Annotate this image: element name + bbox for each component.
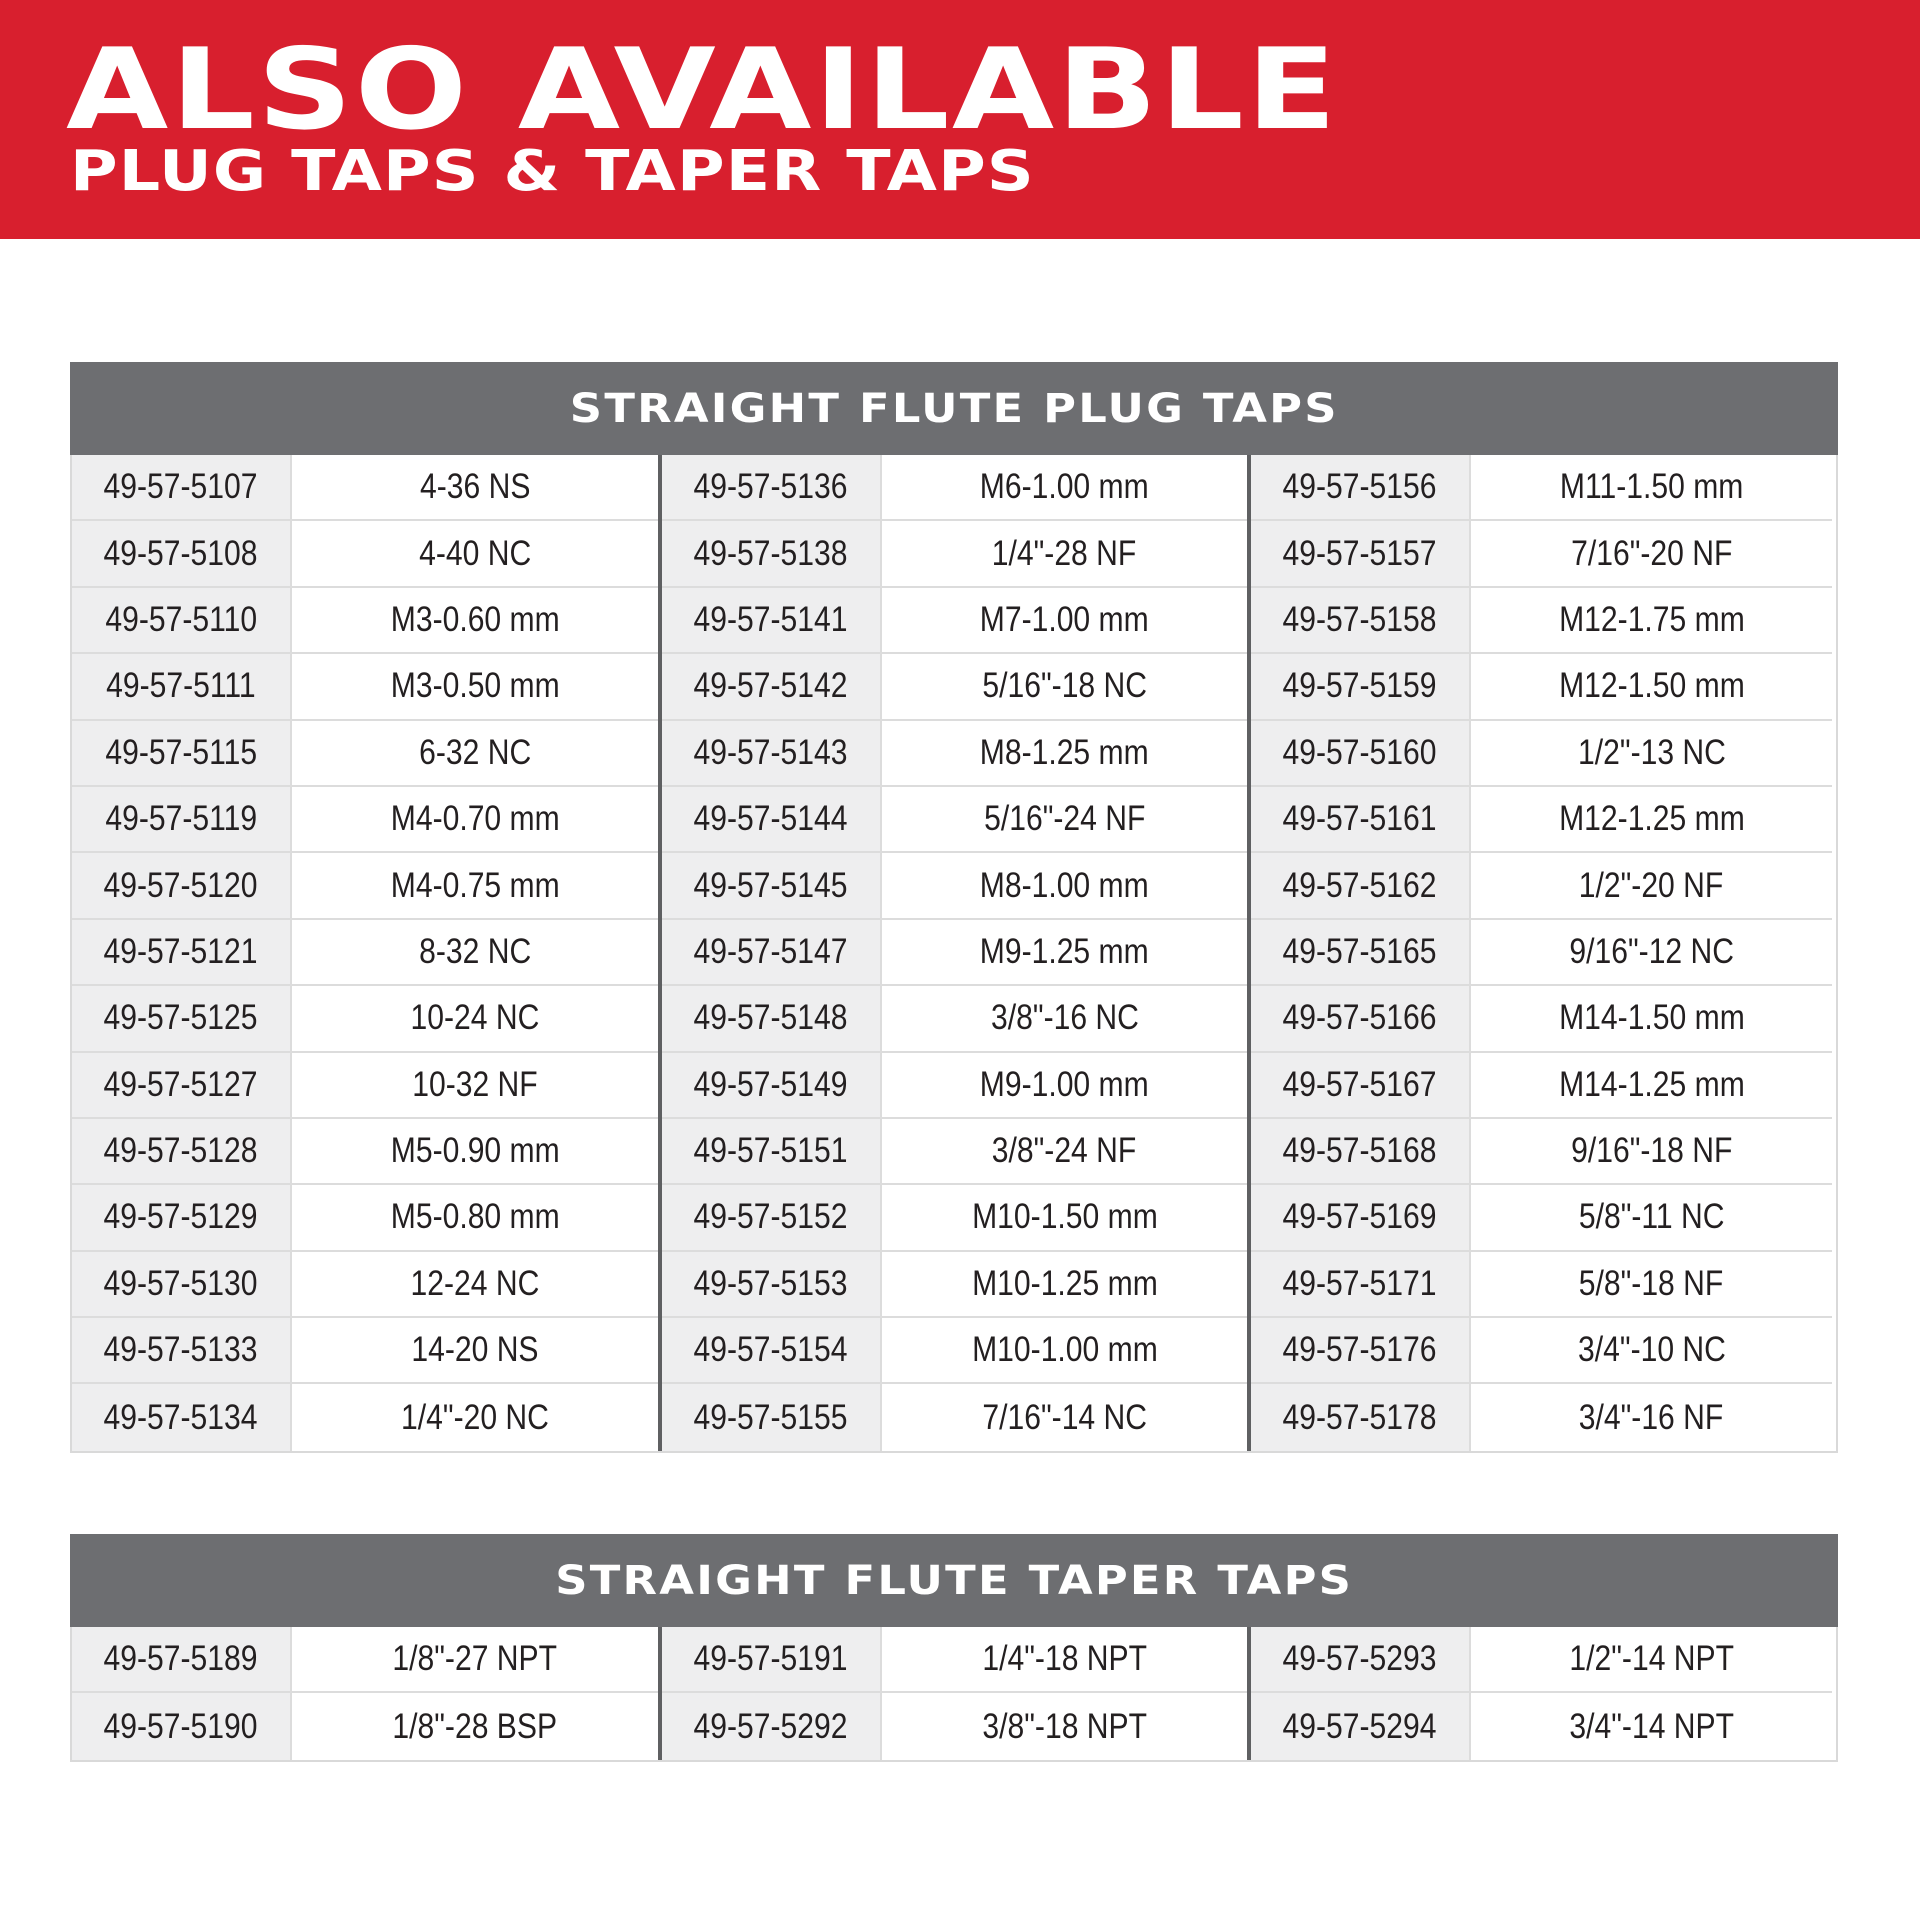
part-number-cell [662, 1627, 882, 1691]
thread-size-cell [292, 1053, 658, 1117]
banner-subtitle: PLUG TAPS & TAPER TAPS [70, 139, 1035, 204]
table-row [662, 455, 1247, 521]
part-number: 49-57-5169 [1283, 1197, 1437, 1237]
part-number-cell [72, 1053, 292, 1117]
table-row [72, 787, 658, 853]
thread-size: M10-1.00 mm [971, 1330, 1158, 1370]
part-number-cell [1251, 853, 1471, 917]
thread-size-cell [1471, 853, 1832, 917]
part-number-cell [1251, 1053, 1471, 1117]
part-number-cell [662, 1185, 882, 1249]
table-row [72, 521, 658, 587]
thread-size: M3-0.60 mm [390, 599, 560, 639]
part-number: 49-57-5144 [694, 799, 848, 839]
table-row [72, 920, 658, 986]
thread-size: 7/16"-14 NC [982, 1397, 1147, 1437]
column-group [1251, 455, 1832, 1451]
thread-size: 1/8"-27 NPT [392, 1639, 558, 1679]
taper-taps-table-body [72, 1627, 1836, 1760]
thread-size: 8-32 NC [418, 931, 532, 971]
thread-size: M5-0.80 mm [390, 1197, 560, 1237]
part-number: 49-57-5147 [694, 931, 848, 971]
table-row [1251, 1252, 1832, 1318]
thread-size: M3-0.50 mm [390, 666, 560, 706]
thread-size: 10-32 NF [412, 1064, 538, 1104]
part-number-cell [662, 521, 882, 585]
thread-size-cell [1471, 1053, 1832, 1117]
part-number: 49-57-5158 [1283, 599, 1437, 639]
part-number: 49-57-5133 [104, 1330, 258, 1370]
taper-taps-table [70, 1534, 1838, 1762]
part-number-cell [662, 1384, 882, 1450]
part-number: 49-57-5155 [694, 1397, 848, 1437]
thread-size: 3/8"-16 NC [990, 998, 1139, 1038]
table-row [662, 920, 1247, 986]
part-number-cell [72, 1627, 292, 1691]
part-number: 49-57-5176 [1283, 1330, 1437, 1370]
part-number-cell [72, 1384, 292, 1450]
thread-size-cell [1471, 588, 1832, 652]
thread-size-cell [292, 1693, 658, 1759]
thread-size: M14-1.50 mm [1558, 998, 1745, 1038]
part-number-cell [662, 920, 882, 984]
thread-size-cell [882, 654, 1247, 718]
part-number: 49-57-5134 [104, 1397, 258, 1437]
thread-size-cell [882, 1053, 1247, 1117]
thread-size-cell [1471, 455, 1832, 519]
plug-taps-table-body [72, 455, 1836, 1451]
thread-size: 3/4"-10 NC [1577, 1330, 1726, 1370]
thread-size: M11-1.50 mm [1559, 467, 1744, 507]
thread-size-cell [882, 1627, 1247, 1691]
part-number-cell [1251, 1384, 1471, 1450]
table-row [72, 1384, 658, 1450]
part-number-cell [72, 1185, 292, 1249]
thread-size-cell [882, 787, 1247, 851]
part-number-cell [72, 1693, 292, 1759]
part-number-cell [662, 986, 882, 1050]
table-row [662, 521, 1247, 587]
thread-size: 9/16"-12 NC [1569, 931, 1734, 971]
thread-size: M4-0.70 mm [390, 799, 560, 839]
thread-size: 12-24 NC [410, 1263, 540, 1303]
thread-size-cell [292, 521, 658, 585]
thread-size: 1/2"-13 NC [1577, 732, 1726, 772]
thread-size: 1/4"-18 NPT [982, 1639, 1147, 1679]
table-row [1251, 1119, 1832, 1185]
thread-size: 5/16"-18 NC [982, 666, 1147, 706]
thread-size-cell [292, 787, 658, 851]
table-row [662, 986, 1247, 1052]
part-number-cell [662, 588, 882, 652]
table-row [662, 1185, 1247, 1251]
thread-size-cell [1471, 521, 1832, 585]
part-number: 49-57-5127 [104, 1064, 258, 1104]
part-number: 49-57-5166 [1283, 998, 1437, 1038]
thread-size-cell [882, 1185, 1247, 1249]
thread-size: M12-1.25 mm [1558, 799, 1745, 839]
thread-size: 3/4"-16 NF [1579, 1397, 1724, 1437]
part-number: 49-57-5189 [104, 1639, 258, 1679]
banner-title: ALSO AVAILABLE [66, 25, 1339, 155]
part-number: 49-57-5115 [105, 732, 257, 772]
part-number-cell [72, 588, 292, 652]
column-group [72, 1627, 662, 1760]
thread-size: 4-36 NS [419, 467, 531, 507]
thread-size-cell [1471, 787, 1832, 851]
thread-size: M10-1.25 mm [971, 1263, 1158, 1303]
table-row [1251, 920, 1832, 986]
thread-size: 1/4"-28 NF [992, 533, 1137, 573]
thread-size: 14-20 NS [411, 1330, 539, 1370]
table-row [1251, 455, 1832, 521]
part-number: 49-57-5152 [694, 1197, 848, 1237]
table-row [72, 1693, 658, 1759]
part-number-cell [1251, 1252, 1471, 1316]
thread-size: M12-1.75 mm [1558, 599, 1745, 639]
thread-size-cell [292, 1185, 658, 1249]
table-row [72, 721, 658, 787]
table-row [72, 853, 658, 919]
thread-size-cell [1471, 654, 1832, 718]
thread-size: 1/4"-20 NC [401, 1397, 549, 1437]
table-row [1251, 1384, 1832, 1450]
part-number: 49-57-5121 [104, 931, 258, 971]
thread-size-cell [292, 1252, 658, 1316]
table-row [1251, 1318, 1832, 1384]
table-row [662, 721, 1247, 787]
part-number: 49-57-5148 [694, 998, 848, 1038]
thread-size-cell [882, 986, 1247, 1050]
thread-size-cell [882, 1119, 1247, 1183]
part-number-cell [1251, 787, 1471, 851]
table-row [1251, 986, 1832, 1052]
column-group [1251, 1627, 1832, 1760]
part-number: 49-57-5160 [1283, 732, 1437, 772]
thread-size-cell [292, 920, 658, 984]
thread-size: M4-0.75 mm [390, 865, 560, 905]
table-row [662, 654, 1247, 720]
thread-size: 4-40 NC [418, 533, 532, 573]
part-number: 49-57-5143 [694, 732, 848, 772]
part-number-cell [72, 521, 292, 585]
part-number-cell [662, 1318, 882, 1382]
thread-size-cell [292, 654, 658, 718]
part-number: 49-57-5107 [104, 467, 258, 507]
thread-size: M10-1.50 mm [971, 1197, 1158, 1237]
part-number-cell [72, 920, 292, 984]
part-number-cell [72, 853, 292, 917]
table-row [72, 1053, 658, 1119]
thread-size-cell [882, 1693, 1247, 1759]
part-number: 49-57-5145 [694, 865, 848, 905]
thread-size: M8-1.25 mm [980, 732, 1149, 772]
part-number: 49-57-5149 [694, 1064, 848, 1104]
part-number: 49-57-5108 [104, 533, 258, 573]
thread-size: M9-1.00 mm [980, 1064, 1149, 1104]
table-row [662, 1318, 1247, 1384]
part-number: 49-57-5130 [104, 1263, 258, 1303]
part-number-cell [662, 455, 882, 519]
part-number: 49-57-5120 [104, 865, 258, 905]
part-number: 49-57-5292 [694, 1706, 848, 1746]
part-number-cell [662, 1252, 882, 1316]
table-row [72, 455, 658, 521]
thread-size-cell [882, 1318, 1247, 1382]
table-row [1251, 1693, 1832, 1759]
column-group [662, 455, 1251, 1451]
table-row [1251, 1627, 1832, 1693]
plug-taps-table-title: STRAIGHT FLUTE PLUG TAPS [70, 362, 1838, 455]
table-row [72, 1185, 658, 1251]
thread-size-cell [292, 588, 658, 652]
part-number-cell [662, 853, 882, 917]
part-number: 49-57-5178 [1283, 1397, 1437, 1437]
table-row [72, 1318, 658, 1384]
thread-size-cell [882, 588, 1247, 652]
thread-size: 6-32 NC [418, 732, 532, 772]
thread-size: 1/2"-14 NPT [1569, 1639, 1734, 1679]
thread-size-cell [292, 455, 658, 519]
thread-size: 9/16"-18 NF [1570, 1131, 1733, 1171]
part-number: 49-57-5168 [1283, 1131, 1437, 1171]
table-row [662, 1252, 1247, 1318]
part-number-cell [662, 721, 882, 785]
thread-size: 5/16"-24 NF [983, 799, 1146, 839]
thread-size-cell [292, 1119, 658, 1183]
column-group [662, 1627, 1251, 1760]
part-number: 49-57-5153 [694, 1263, 848, 1303]
part-number-cell [1251, 588, 1471, 652]
thread-size-cell [882, 920, 1247, 984]
thread-size-cell [1471, 1384, 1832, 1450]
part-number-cell [1251, 986, 1471, 1050]
thread-size: 5/8"-18 NF [1579, 1263, 1724, 1303]
thread-size: 1/2"-20 NF [1579, 865, 1724, 905]
part-number-cell [72, 1318, 292, 1382]
table-row [662, 588, 1247, 654]
part-number: 49-57-5171 [1283, 1263, 1437, 1303]
part-number-cell [662, 1693, 882, 1759]
thread-size: M6-1.00 mm [980, 467, 1149, 507]
part-number-cell [72, 455, 292, 519]
part-number-cell [72, 986, 292, 1050]
part-number: 49-57-5154 [694, 1330, 848, 1370]
thread-size-cell [1471, 721, 1832, 785]
part-number: 49-57-5159 [1283, 666, 1437, 706]
part-number-cell [72, 1119, 292, 1183]
part-number: 49-57-5141 [694, 599, 848, 639]
table-row [1251, 853, 1832, 919]
table-row [662, 787, 1247, 853]
thread-size: M9-1.25 mm [980, 931, 1149, 971]
part-number-cell [1251, 1627, 1471, 1691]
part-number-cell [1251, 721, 1471, 785]
part-number-cell [662, 1053, 882, 1117]
table-row [72, 1119, 658, 1185]
thread-size-cell [882, 1252, 1247, 1316]
thread-size-cell [1471, 1252, 1832, 1316]
thread-size-cell [292, 1318, 658, 1382]
thread-size-cell [292, 721, 658, 785]
table-row [72, 588, 658, 654]
part-number-cell [1251, 521, 1471, 585]
table-row [662, 1119, 1247, 1185]
part-number: 49-57-5294 [1283, 1706, 1437, 1746]
thread-size: M7-1.00 mm [980, 599, 1149, 639]
part-number-cell [662, 787, 882, 851]
table-row [1251, 787, 1832, 853]
part-number: 49-57-5136 [694, 467, 848, 507]
part-number: 49-57-5157 [1283, 533, 1437, 573]
part-number: 49-57-5165 [1283, 931, 1437, 971]
thread-size: M5-0.90 mm [390, 1131, 560, 1171]
part-number-cell [1251, 1185, 1471, 1249]
part-number: 49-57-5128 [104, 1131, 258, 1171]
thread-size: M14-1.25 mm [1558, 1064, 1745, 1104]
part-number: 49-57-5111 [106, 666, 256, 706]
table-row [662, 1053, 1247, 1119]
table-row [662, 1384, 1247, 1450]
part-number-cell [72, 787, 292, 851]
part-number: 49-57-5119 [105, 799, 257, 839]
thread-size: M8-1.00 mm [980, 865, 1149, 905]
table-row [72, 986, 658, 1052]
part-number-cell [662, 654, 882, 718]
thread-size: 5/8"-11 NC [1578, 1197, 1725, 1237]
column-group [72, 455, 662, 1451]
thread-size: 3/4"-14 NPT [1569, 1706, 1734, 1746]
thread-size: M12-1.50 mm [1558, 666, 1745, 706]
part-number-cell [1251, 1119, 1471, 1183]
thread-size-cell [1471, 1185, 1832, 1249]
part-number-cell [1251, 455, 1471, 519]
thread-size: 1/8"-28 BSP [392, 1706, 558, 1746]
table-row [1251, 1053, 1832, 1119]
plug-taps-table [70, 362, 1838, 1453]
thread-size: 10-24 NC [410, 998, 540, 1038]
thread-size: 3/8"-18 NPT [982, 1706, 1147, 1746]
part-number: 49-57-5190 [104, 1706, 258, 1746]
thread-size-cell [1471, 1119, 1832, 1183]
part-number-cell [72, 721, 292, 785]
table-row [72, 1627, 658, 1693]
thread-size-cell [292, 1627, 658, 1691]
table-row [662, 853, 1247, 919]
thread-size-cell [882, 521, 1247, 585]
part-number: 49-57-5125 [104, 998, 258, 1038]
table-row [72, 654, 658, 720]
thread-size-cell [292, 986, 658, 1050]
taper-taps-table-title: STRAIGHT FLUTE TAPER TAPS [70, 1534, 1838, 1627]
table-row [1251, 721, 1832, 787]
part-number: 49-57-5156 [1283, 467, 1437, 507]
part-number-cell [72, 1252, 292, 1316]
part-number: 49-57-5129 [104, 1197, 258, 1237]
part-number-cell [1251, 1318, 1471, 1382]
part-number: 49-57-5151 [694, 1131, 848, 1171]
table-row [1251, 654, 1832, 720]
thread-size-cell [1471, 986, 1832, 1050]
part-number: 49-57-5293 [1283, 1639, 1437, 1679]
thread-size-cell [1471, 920, 1832, 984]
table-row [662, 1627, 1247, 1693]
thread-size-cell [1471, 1693, 1832, 1759]
table-row [662, 1693, 1247, 1759]
part-number: 49-57-5161 [1283, 799, 1437, 839]
table-row [1251, 588, 1832, 654]
part-number-cell [1251, 654, 1471, 718]
thread-size-cell [292, 853, 658, 917]
table-row [72, 1252, 658, 1318]
thread-size-cell [882, 455, 1247, 519]
table-row [1251, 1185, 1832, 1251]
part-number: 49-57-5162 [1283, 865, 1437, 905]
part-number: 49-57-5191 [694, 1639, 848, 1679]
part-number-cell [1251, 920, 1471, 984]
thread-size: 3/8"-24 NF [992, 1131, 1137, 1171]
table-row [1251, 521, 1832, 587]
part-number: 49-57-5142 [694, 666, 848, 706]
part-number: 49-57-5138 [694, 533, 848, 573]
part-number-cell [662, 1119, 882, 1183]
thread-size-cell [1471, 1627, 1832, 1691]
thread-size-cell [882, 853, 1247, 917]
thread-size-cell [1471, 1318, 1832, 1382]
thread-size-cell [292, 1384, 658, 1450]
part-number: 49-57-5110 [105, 599, 257, 639]
thread-size-cell [882, 721, 1247, 785]
header-banner [0, 0, 1920, 239]
thread-size: 7/16"-20 NF [1570, 533, 1733, 573]
part-number-cell [1251, 1693, 1471, 1759]
part-number: 49-57-5167 [1283, 1064, 1437, 1104]
part-number-cell [72, 654, 292, 718]
thread-size-cell [882, 1384, 1247, 1450]
